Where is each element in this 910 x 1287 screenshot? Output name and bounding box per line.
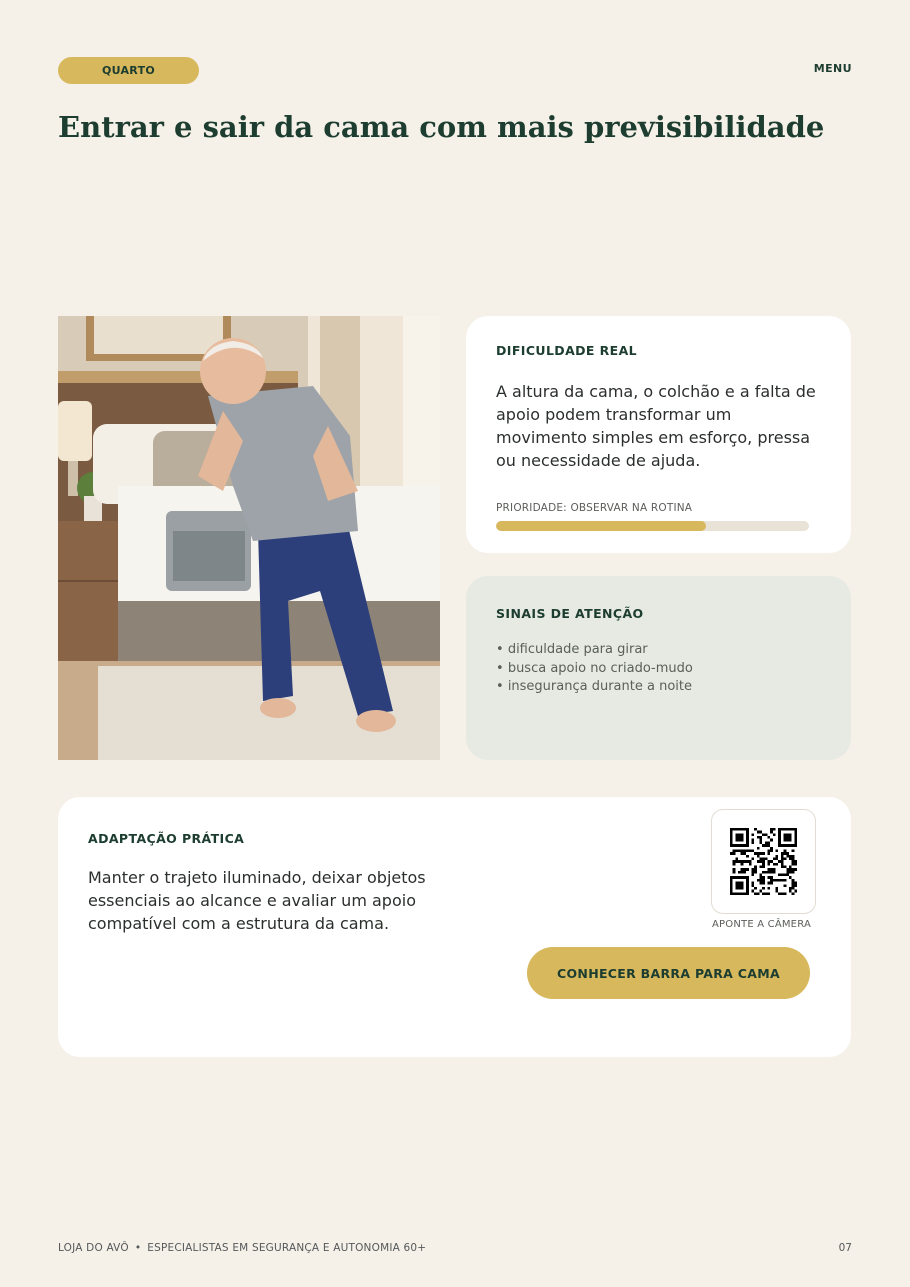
page-number: 07 xyxy=(838,1242,852,1254)
footer-brand-line xyxy=(58,1242,426,1254)
difficulty-heading: DIFICULDADE REAL xyxy=(496,343,638,358)
signs-list-item: • insegurança durante a noite xyxy=(496,678,821,697)
qr-code-icon xyxy=(730,828,797,895)
page-title: Entrar e sair da cama com mais previsibilidade xyxy=(58,110,825,144)
category-tag: QUARTO xyxy=(58,57,199,84)
signs-list xyxy=(496,641,821,697)
menu-link[interactable]: MENU xyxy=(813,62,852,75)
priority-bar xyxy=(496,521,809,531)
photo-elderly-man-on-bed xyxy=(58,316,440,760)
bedroom-illustration xyxy=(58,316,440,760)
priority-bar-fill xyxy=(496,521,706,531)
footer-tagline: ESPECIALISTAS EM SEGURANÇA E AUTONOMIA 60+ xyxy=(147,1242,427,1254)
footer-separator: • xyxy=(134,1242,142,1254)
qr-caption: APONTE A CÂMERA xyxy=(711,919,811,930)
signs-list-item: • dificuldade para girar xyxy=(496,641,821,660)
priority-label: PRIORIDADE: OBSERVAR NA ROTINA xyxy=(496,502,693,514)
difficulty-card xyxy=(466,316,851,553)
cta-button[interactable]: CONHECER BARRA PARA CAMA xyxy=(527,947,810,999)
qr-code[interactable] xyxy=(711,809,816,914)
adaptation-card xyxy=(58,797,851,1057)
footer-brand: LOJA DO AVÔ xyxy=(58,1242,129,1254)
signs-heading: SINAIS DE ATENÇÃO xyxy=(496,606,644,621)
adaptation-heading: ADAPTAÇÃO PRÁTICA xyxy=(88,831,245,846)
difficulty-text: A altura da cama, o colchão e a falta de apoio podem transformar um movimento simples em esforço, pressa ou necessidade de ajuda. xyxy=(496,382,816,470)
adaptation-text: Manter o trajeto iluminado, deixar objetos essenciais ao alcance e avaliar um apoio compatível com a estrutura da cama. xyxy=(88,868,426,933)
signs-list-item: • busca apoio no criado-mudo xyxy=(496,660,821,679)
signs-card xyxy=(466,576,851,760)
